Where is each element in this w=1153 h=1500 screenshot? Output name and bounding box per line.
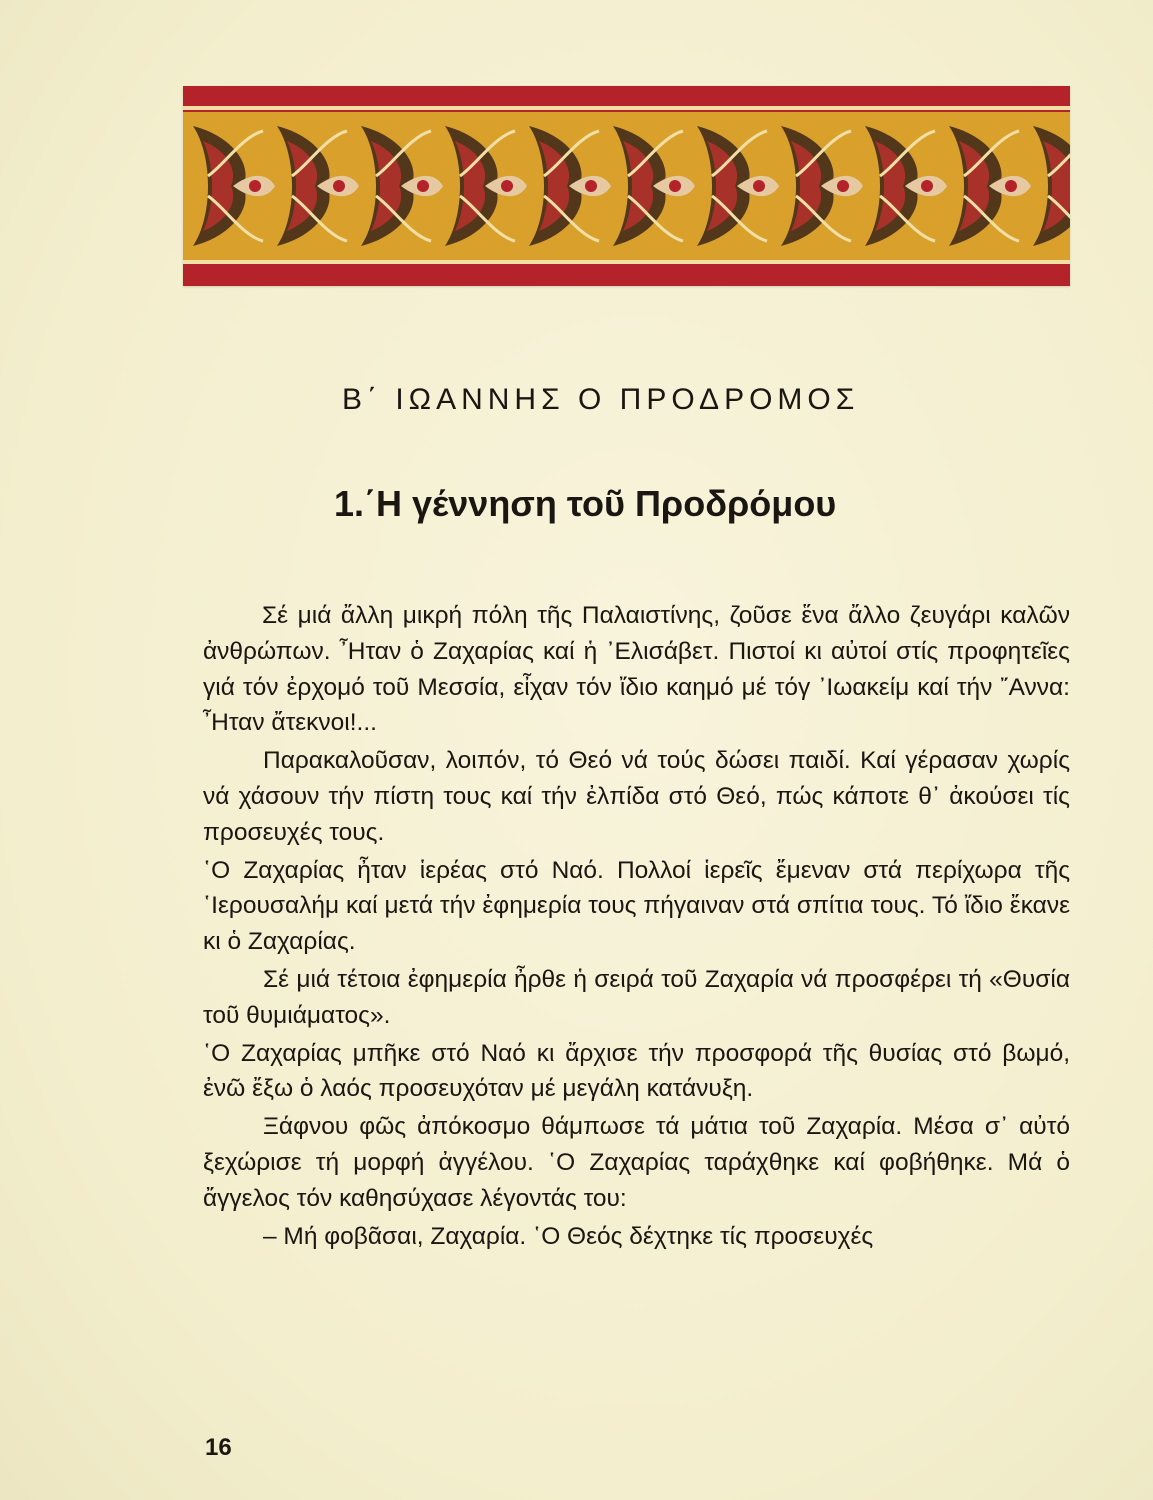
paragraph: – Μή φοβᾶσαι, Ζαχαρία. ῾Ο Θεός δέχτηκε τίς προσευχές — [263, 1222, 874, 1250]
paragraph: Ξάφνου φῶς ἀπόκοσμο θάμπωσε τά μάτια τοῦ Ζαχαρία. Μέσα σ᾿ αὐτό ξεχώρισε τή μορφή ἀγγέλου. ῾Ο Ζαχαρίας ταράχθηκε καί φοβήθηκε. Μά ὁ ἄγγελος τόν καθησύχασε λέγοντάς του: — [203, 1113, 1070, 1212]
paragraph: Παρακαλοῦσαν, λοιπόν, τό Θεό νά τούς δώσει παιδί. Καί γέρασαν χωρίς νά χάσουν τήν πίστη τους καί τήν ἐλπίδα στό Θεό, πώς κάποτε θ᾿ ἀκούσει τίς προσευχές τους. — [203, 747, 1070, 846]
body-text — [203, 598, 1070, 1256]
decorative-banner — [183, 86, 1070, 286]
section-heading: Β΄ ΙΩΑΝΝΗΣ Ο ΠΡΟΔΡΟΜΟΣ — [342, 383, 860, 416]
page-number: 16 — [205, 1434, 232, 1461]
paragraph: ῾Ο Ζαχαρίας ἦταν ἱερέας στό Ναό. Πολλοί ἱερεῖς ἔμεναν στά περίχωρα τῆς ῾Ιερουσαλήμ καί μετά τήν ἐφημερία τους πήγαιναν στά σπίτια τους. Τό ἴδιο ἔκανε κι ὁ Ζαχαρίας. — [203, 856, 1070, 956]
floral-ornament-icon — [183, 86, 1070, 286]
paragraph: Σέ μιά ἄλλη μικρή πόλη τῆς Παλαιστίνης, ζοῦσε ἕνα ἄλλο ζευγάρι καλῶν ἀνθρώπων. ῏Ηταν ὁ Ζαχαρίας καί ἡ ᾿Ελισάβετ. Πιστοί κι αὐτοί στίς προφητεῖες γιά τόν ἐρχομό τοῦ Μεσσία, εἶχαν τόν ἴδιο καημό μέ τόγ ᾿Ιωακείμ καί τήν ῎Αννα: ῏Ηταν ἄτεκνοι!... — [203, 602, 1070, 737]
paragraph: ῾Ο Ζαχαρίας μπῆκε στό Ναό κι ἄρχισε τήν προσφορά τῆς θυσίας στό βωμό, ἐνῶ ἔξω ὁ λαός προσευχόταν μέ μεγάλη κατάνυξη. — [203, 1039, 1070, 1103]
paragraph: Σέ μιά τέτοια ἐφημερία ἦρθε ἡ σειρά τοῦ Ζαχαρία νά προσφέρει τή «Θυσία τοῦ θυμιάματος». — [203, 965, 1070, 1029]
lesson-title: 1.΄Η γέννηση τοῦ Προδρόμου — [334, 483, 837, 524]
